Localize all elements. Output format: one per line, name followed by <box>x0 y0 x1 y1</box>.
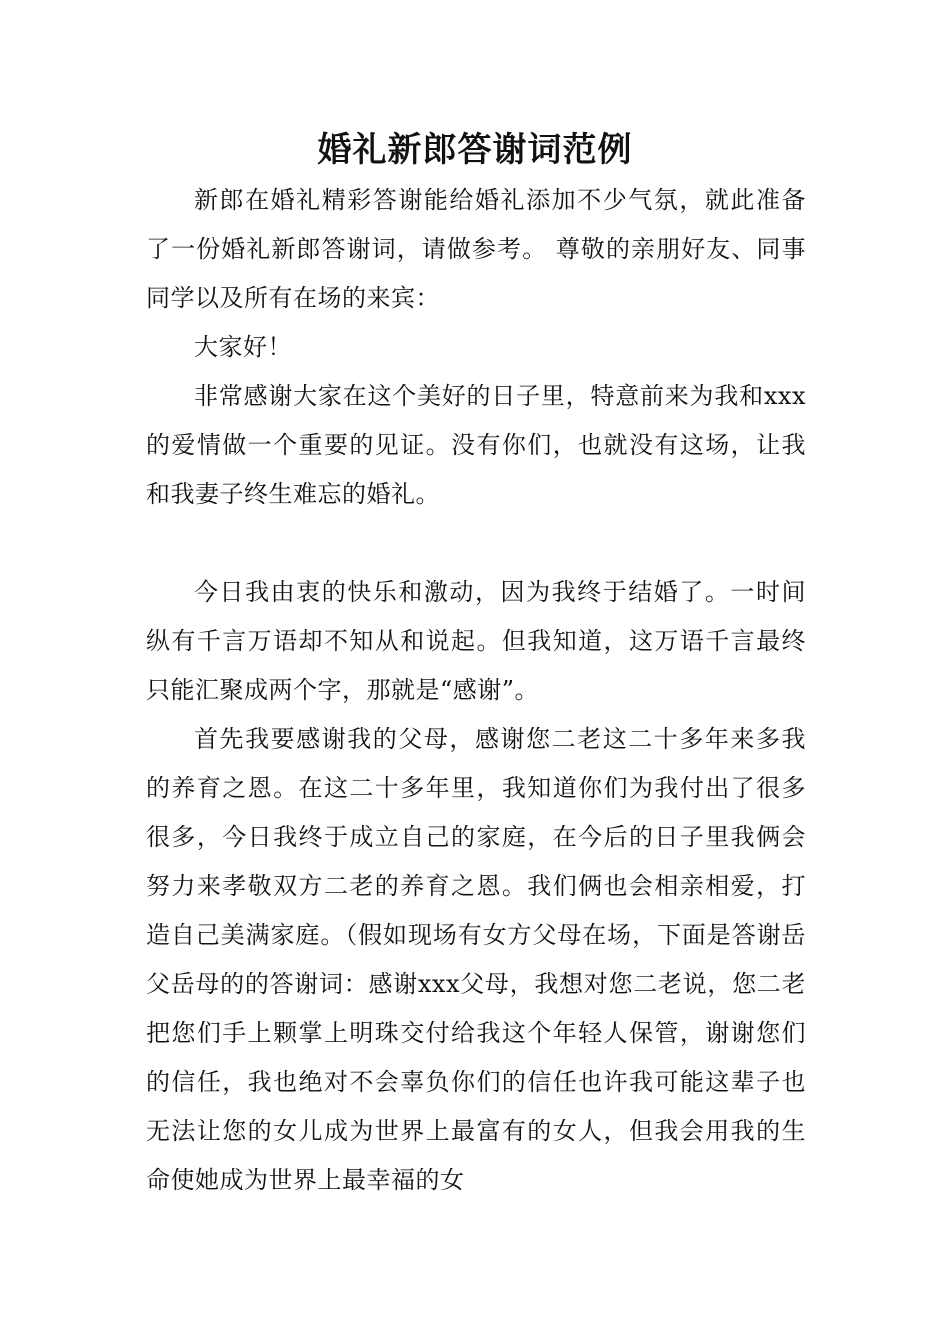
joy-paragraph: 今日我由衷的快乐和激动，因为我终于结婚了。一时间纵有千言万语却不知从和说起。但我知道，这万语千言最终只能汇聚成两个字，那就是“感谢”。 <box>146 578 806 704</box>
document-body <box>146 176 806 1205</box>
thanks-parents-paragraph: 首先我要感谢我的父母，感谢您二老这二十多年来多我的养育之恩。在这二十多年里，我知道你们为我付出了很多很多，今日我终于成立自己的家庭，在今后的日子里我俩会努力来孝敬双方二老的养育之恩。我们俩也会相亲相爱，打造自己美满家庭。（假如现场有女方父母在场，下面是答谢岳父岳母的的答谢词：感谢xxx父母，我想对您二老说，您二老把您们手上颗掌上明珠交付给我这个年轻人保管，谢谢您们的信任，我也绝对不会辜负你们的信任也许我可能这辈子也无法让您的女儿成为世界上最富有的女人，但我会用我的生命使她成为世界上最幸福的女 <box>146 725 806 1194</box>
document-title: 婚礼新郎答谢词范例 <box>317 130 633 170</box>
paragraph-gap <box>146 519 806 568</box>
thanks-guests-paragraph: 非常感谢大家在这个美好的日子里，特意前来为我和xxx的爱情做一个重要的见证。没有你们，也就没有这场，让我和我妻子终生难忘的婚礼。 <box>146 382 806 508</box>
intro-paragraph: 新郎在婚礼精彩答谢能给婚礼添加不少气氛，就此准备了一份婚礼新郎答谢词，请做参考。 尊敬的亲朋好友、同事同学以及所有在场的来宾： <box>146 186 806 312</box>
greeting-paragraph: 大家好！ <box>194 333 292 361</box>
